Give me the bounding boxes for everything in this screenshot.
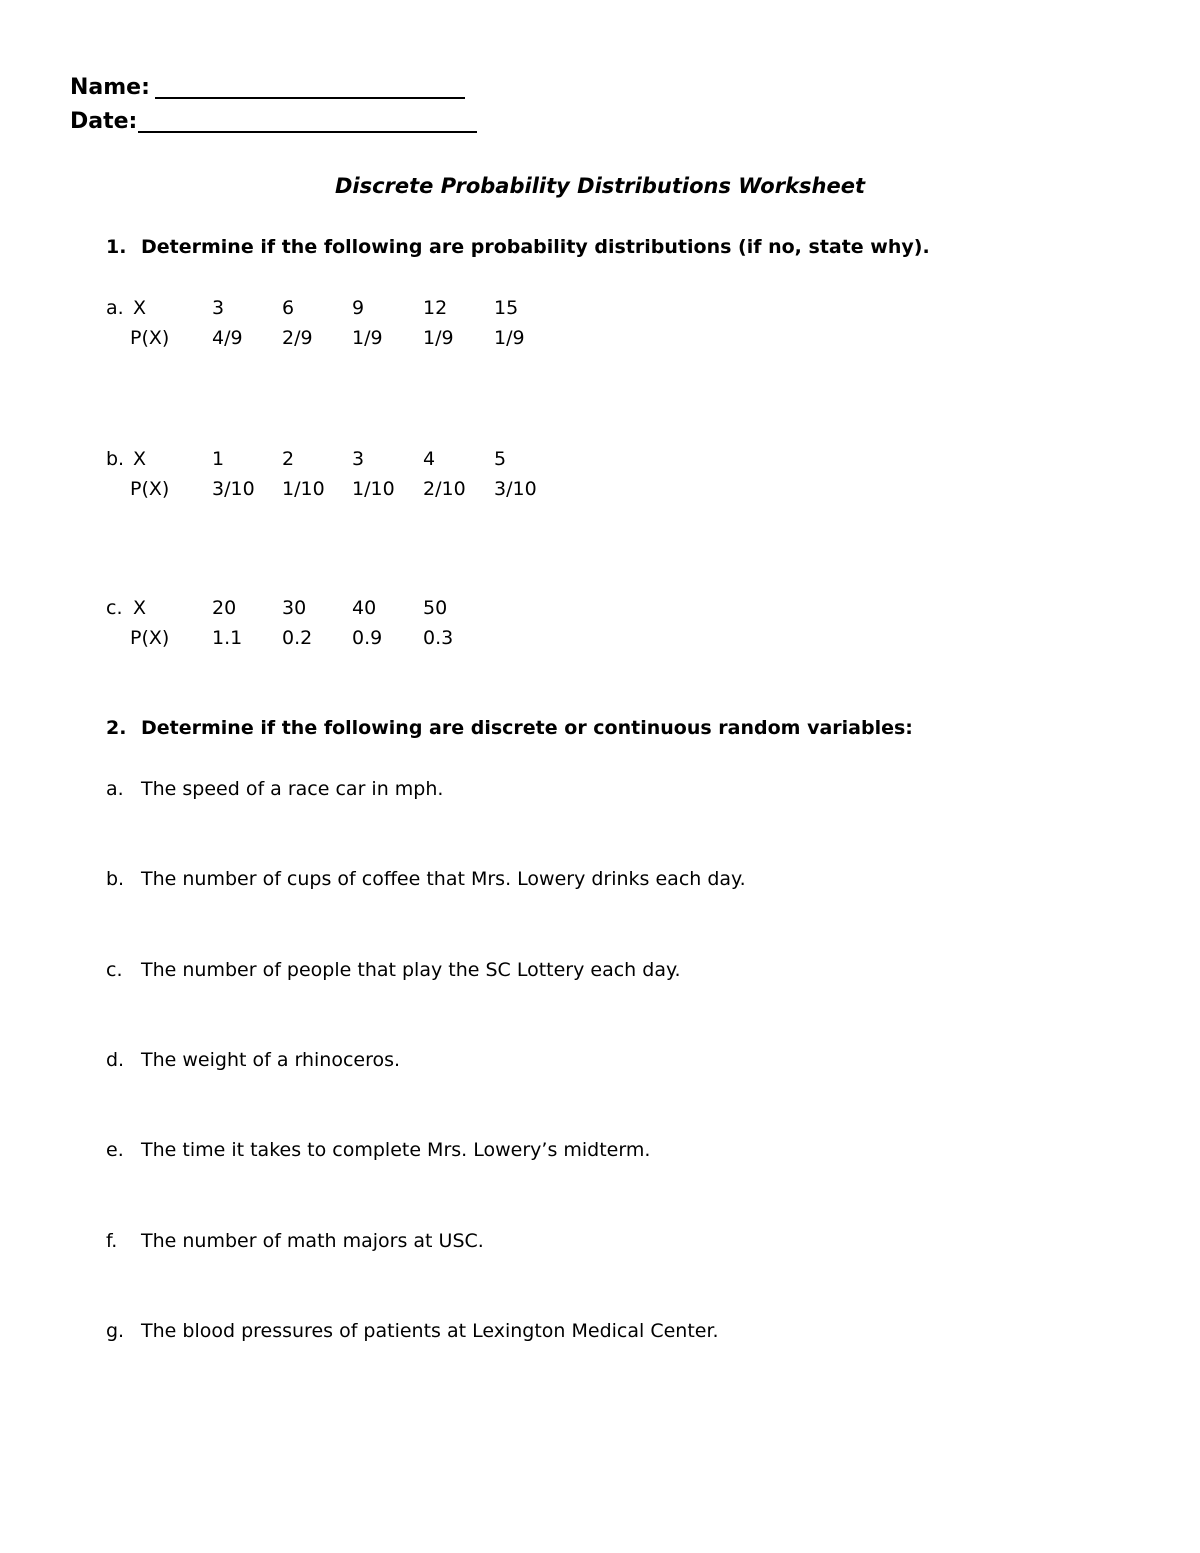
item-letter: c. xyxy=(106,959,123,981)
probability-value-cell: 2/10 xyxy=(423,478,466,500)
x-value-cell: 4 xyxy=(423,448,436,470)
p-row-label: P(X) xyxy=(130,327,170,349)
probability-value-cell: 2/9 xyxy=(282,327,313,349)
x-value-cell: 1 xyxy=(212,448,225,470)
x-row-label: X xyxy=(133,597,147,619)
question-1-prompt: Determine if the following are probability distributions (if no, state why). xyxy=(141,236,930,258)
probability-value-cell: 1/9 xyxy=(494,327,525,349)
probability-value-cell: 1/9 xyxy=(352,327,383,349)
probability-value-cell: 4/9 xyxy=(212,327,243,349)
item-letter: g. xyxy=(106,1320,125,1342)
x-value-cell: 9 xyxy=(352,297,365,319)
date-label: Date: xyxy=(70,109,138,134)
item-letter: f. xyxy=(106,1230,118,1252)
p-row-label: P(X) xyxy=(130,627,170,649)
name-label: Name: xyxy=(70,75,150,100)
question-1-number: 1. xyxy=(106,236,127,258)
x-value-cell: 20 xyxy=(212,597,237,619)
probability-value-cell: 1/10 xyxy=(282,478,325,500)
item-letter: b. xyxy=(106,868,125,890)
x-value-cell: 2 xyxy=(282,448,295,470)
p-row-label: P(X) xyxy=(130,478,170,500)
item-letter: d. xyxy=(106,1049,125,1071)
x-value-cell: 30 xyxy=(282,597,307,619)
table-letter: a. xyxy=(106,297,124,319)
item-text: The weight of a rhinoceros. xyxy=(141,1049,401,1071)
table-letter: c. xyxy=(106,597,123,619)
x-value-cell: 5 xyxy=(494,448,507,470)
table-letter: b. xyxy=(106,448,125,470)
probability-value-cell: 1/10 xyxy=(352,478,395,500)
probability-value-cell: 0.2 xyxy=(282,627,313,649)
x-value-cell: 40 xyxy=(352,597,377,619)
probability-value-cell: 0.3 xyxy=(423,627,454,649)
item-letter: a. xyxy=(106,778,124,800)
x-value-cell: 50 xyxy=(423,597,448,619)
page-title: Discrete Probability Distributions Worksheet xyxy=(334,174,866,198)
x-row-label: X xyxy=(133,297,147,319)
item-text: The time it takes to complete Mrs. Lowery’s midterm. xyxy=(141,1139,651,1161)
question-2-prompt: Determine if the following are discrete or continuous random variables: xyxy=(141,717,913,739)
probability-value-cell: 1.1 xyxy=(212,627,243,649)
item-letter: e. xyxy=(106,1139,124,1161)
x-value-cell: 3 xyxy=(352,448,365,470)
probability-value-cell: 3/10 xyxy=(494,478,537,500)
item-text: The number of cups of coffee that Mrs. Lowery drinks each day. xyxy=(141,868,746,890)
name-blank-line[interactable] xyxy=(155,97,465,99)
x-value-cell: 3 xyxy=(212,297,225,319)
date-blank-line[interactable] xyxy=(138,131,477,133)
item-text: The speed of a race car in mph. xyxy=(141,778,444,800)
probability-value-cell: 0.9 xyxy=(352,627,383,649)
question-2-number: 2. xyxy=(106,717,127,739)
x-row-label: X xyxy=(133,448,147,470)
item-text: The number of math majors at USC. xyxy=(141,1230,484,1252)
probability-value-cell: 1/9 xyxy=(423,327,454,349)
item-text: The blood pressures of patients at Lexington Medical Center. xyxy=(141,1320,719,1342)
item-text: The number of people that play the SC Lottery each day. xyxy=(141,959,681,981)
x-value-cell: 15 xyxy=(494,297,519,319)
probability-value-cell: 3/10 xyxy=(212,478,255,500)
x-value-cell: 6 xyxy=(282,297,295,319)
x-value-cell: 12 xyxy=(423,297,448,319)
